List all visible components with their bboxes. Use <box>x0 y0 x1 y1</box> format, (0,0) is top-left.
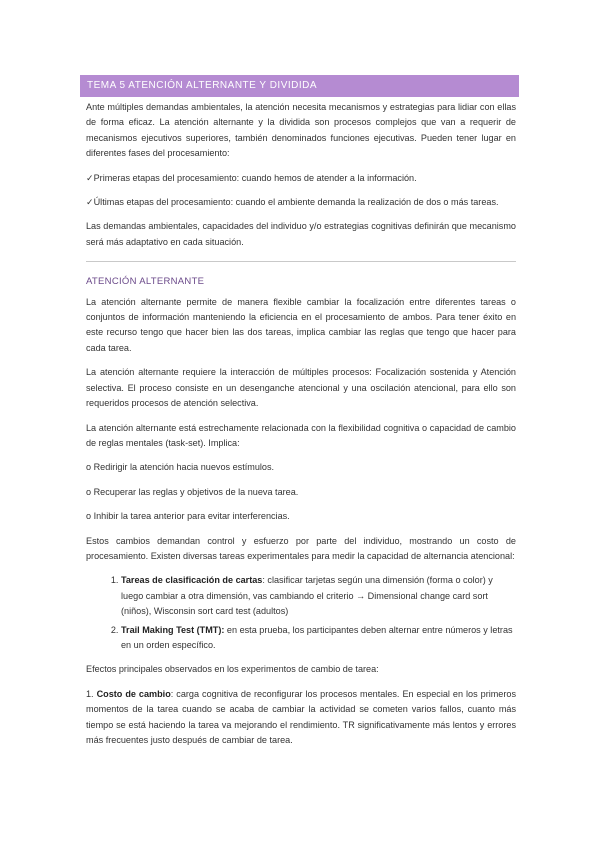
list-item <box>121 573 516 619</box>
switch-cost-title: Costo de cambio <box>96 688 171 699</box>
effects-paragraph: Efectos principales observados en los experimentos de cambio de tarea: <box>86 664 379 675</box>
paragraph-2: La atención alternante requiere la interacción de múltiples procesos: Focalización sostenida y Atención selectiva. El proceso consiste en un desenganche atencional y una oscilación atencional, para ello son requeridos procesos de atención selectiva. <box>86 367 516 409</box>
switch-cost-paragraph <box>86 687 516 749</box>
section-divider <box>86 261 516 262</box>
list-item-title: Trail Making Test (TMT): <box>121 624 225 635</box>
document-body <box>86 100 516 757</box>
bullet-o-1: o Redirigir la atención hacia nuevos estímulos. <box>86 462 275 473</box>
list-item <box>121 623 516 654</box>
list-item-text: en esta prueba, los participantes deben alternar entre números y letras en un orden específico. <box>121 624 513 650</box>
topic-banner: TEMA 5 ATENCIÓN ALTERNANTE Y DIVIDIDA <box>80 75 519 97</box>
intro-paragraph: Ante múltiples demandas ambientales, la atención necesita mecanismos y estrategias para lidiar con ellas de forma eficaz. La atención alternante y la dividida son procesos complejos que van a requerir de mecanismos ejecutivos superiores, también denominados funciones ejecutivas. Pueden tener lugar en diferentes fases del procesamiento: <box>86 102 516 159</box>
checklist-item-1: ✓Primeras etapas del procesamiento: cuando hemos de atender a la información. <box>86 172 417 183</box>
list-item-text: : clasificar tarjetas según una dimensión (forma o color) y luego cambiar a otra dimensión, vas cambiando el criterio → Dimensional change card sort (niños), Wisconsin sort card test (adultos) <box>121 575 493 617</box>
list-item-title: Tareas de clasificación de cartas <box>121 575 263 586</box>
switch-cost-text: : carga cognitiva de reconfigurar los procesos mentales. En especial en los primeros momentos de la tarea cuando se acaba de cambiar la actividad se cometen varios fallos, cuanto más tiempo se está haciendo la tarea va mejorando el rendimiento. TR significativamente más lentos y errores más frecuentes justo después de cambiar de tarea. <box>86 688 517 745</box>
checklist-item-2: ✓Últimas etapas del procesamiento: cuando el ambiente demanda la realización de dos o más tareas. <box>86 197 499 208</box>
paragraph-1: La atención alternante permite de manera flexible cambiar la focalización entre diferentes tareas o conjuntos de información manteniendo la eficiencia en el procesamiento de ambos. Para tener éxito en este recurso tengo que hacer bien las dos tareas, implica cambiar las reglas que tengo que hacer para cada tarea. <box>86 296 516 353</box>
bullet-o-2: o Recuperar las reglas y objetivos de la nueva tarea. <box>86 486 299 497</box>
demands-paragraph: Las demandas ambientales, capacidades del individuo y/o estrategias cognitivas definirán que mecanismo será más adaptativo en cada situación. <box>86 221 516 247</box>
paragraph-3: La atención alternante está estrechamente relacionada con la flexibilidad cognitiva o capacidad de cambio de reglas mentales (task-set). Implica: <box>86 422 516 448</box>
tasks-list <box>86 573 516 653</box>
paragraph-4: Estos cambios demandan control y esfuerzo por parte del individuo, mostrando un costo de procesamiento. Existen diversas tareas experimentales para medir la capacidad de alternancia atencional: <box>86 535 516 561</box>
section-heading: ATENCIÓN ALTERNANTE <box>86 276 205 288</box>
switch-cost-number: 1. <box>86 688 97 699</box>
bullet-o-3: o Inhibir la tarea anterior para evitar interferencias. <box>86 511 290 522</box>
